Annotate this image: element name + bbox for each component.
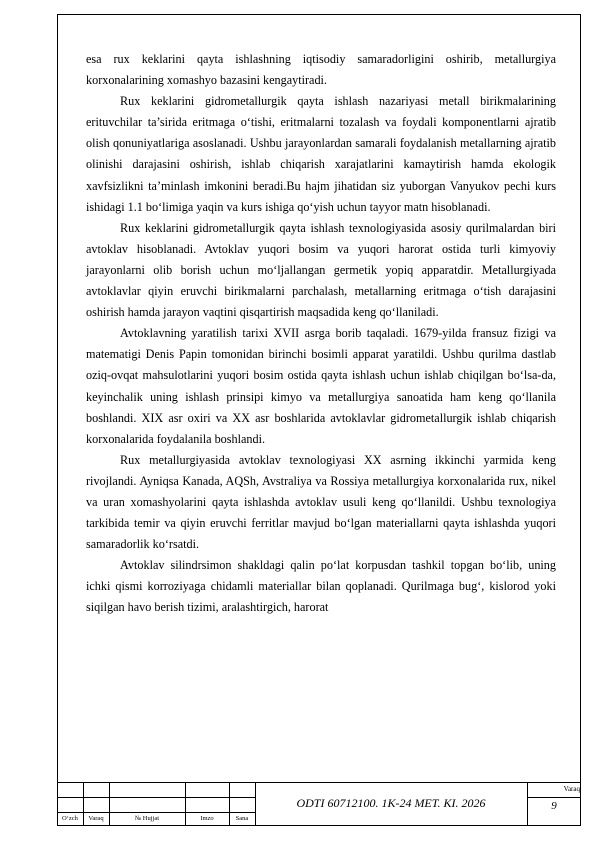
paragraph: Rux keklarini gidrometallurgik qayta ishlash nazariyasi metall birikmalarining erituvchilar ta’sirida eritmaga o‘tishi, eritmalarni tozalash va foydali komponentlarni ajratib olish qonuniyatlariga asoslanadi. Ushbu jarayonlardan samarali foydalanish metallarning ajratib olinishi darajasini oshirish, ishlab chiqarish xarajatlarini kamaytirish hamda ekologik xavfsizlikni ta’minlash imkonini beradi.Bu hajm jihatidan siz yuborgan Vanyukov pechi kurs ishidagi 1.1 bo‘limiga yaqin va kurs ishiga qo‘yish uchun tayyor matn hisoblanadi. <box>86 94 556 214</box>
paragraph: Rux keklarini gidrometallurgik qayta ishlash texnologiyasida asosiy qurilmalardan biri avtoklav hisoblanadi. Avtoklav yuqori bosim va yuqori harorat ostida turli kimyoviy jarayonlarni olib borish uchun mo‘ljallangan germetik yopiq apparatdir. Metallurgiyada avtoklavlar qiyin eruvchi birikmalarni parchalash, metallarning eritmaga o‘tish darajasini oshirish hamda jarayon vaqtini qisqartirish maqsadida keng qo‘llaniladi. <box>86 220 556 320</box>
document-body <box>86 49 556 619</box>
label-sana: Sana <box>235 815 249 822</box>
sheet-title: Varaq <box>563 785 580 793</box>
paragraph: Avtoklavning yaratilish tarixi XVII asrga borib taqaladi. 1679-yilda fransuz fizigi va matematigi Denis Papin tomonidan birinchi bosimli apparat yaratildi. Ushbu qurilma dastlab oziq-ovqat mahsulotlarini yuqori bosim ostida qayta ishlash uchun ishlab chiqilgan bo‘lsa-da, keyinchalik uning ishlash prinsipi kimyo va metallurgiya sanoatida ham keng qo‘llanila boshlandi. XIX asr oxiri va XX asr boshlarida avtoklavlar gidrometallurgik ishlab chiqarish korxonalarida foydalanila boshlandi. <box>86 326 556 446</box>
paragraph: Avtoklav silindrsimon shakldagi qalin po‘lat korpusdan tashkil topgan bo‘lib, uning ichki qismi korroziyaga chidamli materiallar bilan qoplanadi. Qurilmaga bug‘, kislorod yoki siqilgan havo berish tizimi, aralashtirgich, harorat <box>86 558 556 615</box>
paragraph: esa rux keklarini qayta ishlashning iqtisodiy samaradorligini oshirib, metallurgiya korxonalarining xomashyo bazasini kengaytiradi. <box>86 52 556 88</box>
title-block <box>57 782 581 826</box>
sheet-number: 9 <box>551 800 557 812</box>
paragraph: Rux metallurgiyasida avtoklav texnologiyasi XX asrning ikkinchi yarmida keng rivojlandi. Ayniqsa Kanada, AQSh, Avstraliya va Rossiya metallurgiya korxonalarida rux, nikel va uran xomashyolarini qayta ishlashda avtoklav usuli keng qo‘llanildi. Ushbu texnologiya tarkibida temir va qiyin eruvchi ferritlar mavjud bo‘lgan materiallarni qayta ishlashda yuqori samaradorlik ko‘rsatdi. <box>86 452 556 552</box>
label-varaq: Varaq <box>88 815 104 822</box>
label-imzo: Imzo <box>200 815 214 822</box>
label-ozch: O‘zch <box>62 815 78 822</box>
label-hujjat: № Hujjat <box>134 815 160 822</box>
document-code: ODTI 60712100. 1K-24 MET. KI. 2026 <box>296 796 486 810</box>
